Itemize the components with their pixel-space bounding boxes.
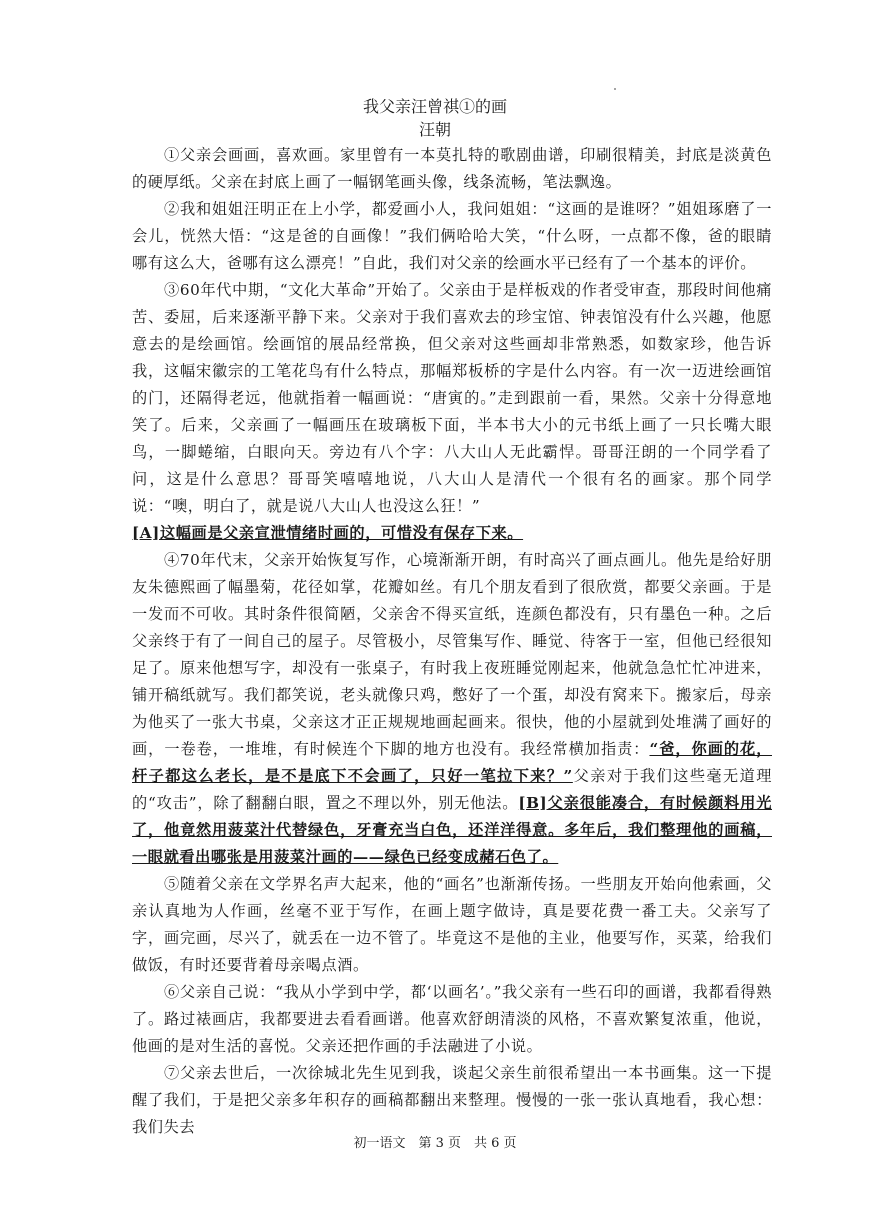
paragraph-7: ⑦父亲去世后，一次徐城北先生见到我，谈起父亲生前很希望出一本书画集。这一下提醒了我们，于是把父亲多年积存的画稿都翻出来整理。慢慢的一张一张认真地看，我心想：我们失去 bbox=[132, 1064, 772, 1136]
paragraph-3 bbox=[132, 277, 772, 520]
paragraph-3-text: ③60年代中期，“文化大革命”开始了。父亲由于是样板戏的作者受审查，那段时间他痛苦、委屈，后来逐渐平静下来。父亲对于我们喜欢去的珍宝馆、钟表馆没有什么兴趣，他愿意去的是绘画馆。绘画馆的展品经常换，但父亲对这些画却非常熟悉，如数家珍，他告诉我，这幅宋徽宗的工笔花鸟有什么特点，那幅郑板桥的字是什么内容。有一次一迈进绘画馆的门，还隔得老远，他就指着一幅画说：“唐寅的。”走到跟前一看，果然。父亲十分得意地笑了。后来，父亲画了一幅画压在玻璃板下面，半本书大小的元书纸上画了一只长嘴大眼鸟，一脚蜷缩，白眼向天。旁边有八个字：八大山人无此霸悍。哥哥汪朗的一个同学看了问，这是什么意思？哥哥笑嘻嘻地说，八大山人是清代一个很有名的画家。那个同学说：“噢，明白了，就是说八大山人也没这么狂！” bbox=[132, 281, 772, 515]
paragraph-4 bbox=[132, 547, 772, 871]
paragraph-4-quote: “爸，你画的花，杆子都这么老长，是不是底下不会画了，只好一笔拉下来？” bbox=[132, 740, 772, 785]
article-author: 汪朝 bbox=[418, 120, 451, 139]
paragraph-6: ⑥父亲自己说：“我从小学到中学，都‘以画名’。”我父亲有一些石印的画谱，我都看得熟了。路过裱画店，我都要进去看看画谱。他喜欢舒朗清淡的风格，不喜欢繁复浓重，他说，他画的是对生活的喜悦。父亲还把作画的手法融进了小说。 bbox=[132, 983, 772, 1055]
paragraph-5: ⑤随着父亲在文学界名声大起来，他的“画名”也渐渐传扬。一些朋友开始向他索画，父亲认真地为人作画，丝毫不亚于写作，在画上题字做诗，真是要花费一番工夫。父亲写了字，画完画，尽兴了，就丢在一边不管了。毕竟这不是他的主业，他要写作，买菜，给我们做饭，有时还要背着母亲喝点酒。 bbox=[132, 875, 772, 974]
paragraph-4-text-b: 父亲对于我们这些毫无道理的“攻击”，除了翻翻白眼，置之不理以外，别无他法。 bbox=[132, 767, 772, 812]
page-footer: 初一语文 第 3 页 共 6 页 bbox=[353, 1136, 517, 1151]
scan-speck bbox=[614, 88, 616, 90]
paragraph-2: ②我和姐姐汪明正在上小学，都爱画小人，我问姐姐：“这画的是谁呀？”姐姐琢磨了一会儿，恍然大悟：“这是爸的自画像！”我们俩哈哈大笑，“什么呀，一点都不像，爸的眼睛哪有这么大，爸哪有这么漂亮！”自此，我们对父亲的绘画水平已经有了一个基本的评价。 bbox=[132, 200, 772, 272]
sentence-b-text: [B]父亲很能凑合，有时候颜料用光了，他竟然用菠菜汁代替绿色，牙膏充当白色，还洋洋得意。多年后，我们整理他的画稿，一眼就看出哪张是用菠菜汁画的——绿色已经变成赭石色了。 bbox=[132, 794, 772, 866]
sentence-a bbox=[132, 520, 772, 547]
article-body bbox=[132, 142, 772, 1141]
paragraph-4-text-a: ④70年代末，父亲开始恢复写作，心境渐渐开朗，有时高兴了画点画儿。他先是给好朋友朱德熙画了幅墨菊，花径如掌，花瓣如丝。有几个朋友看到了很欣赏，都要父亲画。于是一发而不可收。其时条件很简陋，父亲舍不得买宣纸，连颜色都没有，只有墨色一种。之后父亲终于有了一间自己的屋子。尽管极小，尽管集写作、睡觉、待客于一室，但他已经很知足了。原来他想写字，却没有一张桌子，有时我上夜班睡觉刚起来，他就急急忙忙冲进来，铺开稿纸就写。我们都笑说，老头就像只鸡，憋好了一个蛋，却没有窝来下。搬家后，母亲为他买了一张大书桌，父亲这才正正规规地画起画来。很快，他的小屋就到处堆满了画好的画，一卷卷，一堆堆，有时候连个下脚的地方也没有。我经常横加指责： bbox=[132, 551, 772, 758]
paragraph-1: ①父亲会画画，喜欢画。家里曾有一本莫扎特的歌剧曲谱，印刷很精美，封底是淡黄色的硬厚纸。父亲在封底上画了一幅钢笔画头像，线条流畅，笔法飘逸。 bbox=[132, 146, 772, 191]
sentence-a-text: [A]这幅画是父亲宣泄情绪时画的，可惜没有保存下来。 bbox=[132, 524, 524, 542]
article-title: 我父亲汪曾祺①的画 bbox=[362, 97, 507, 116]
